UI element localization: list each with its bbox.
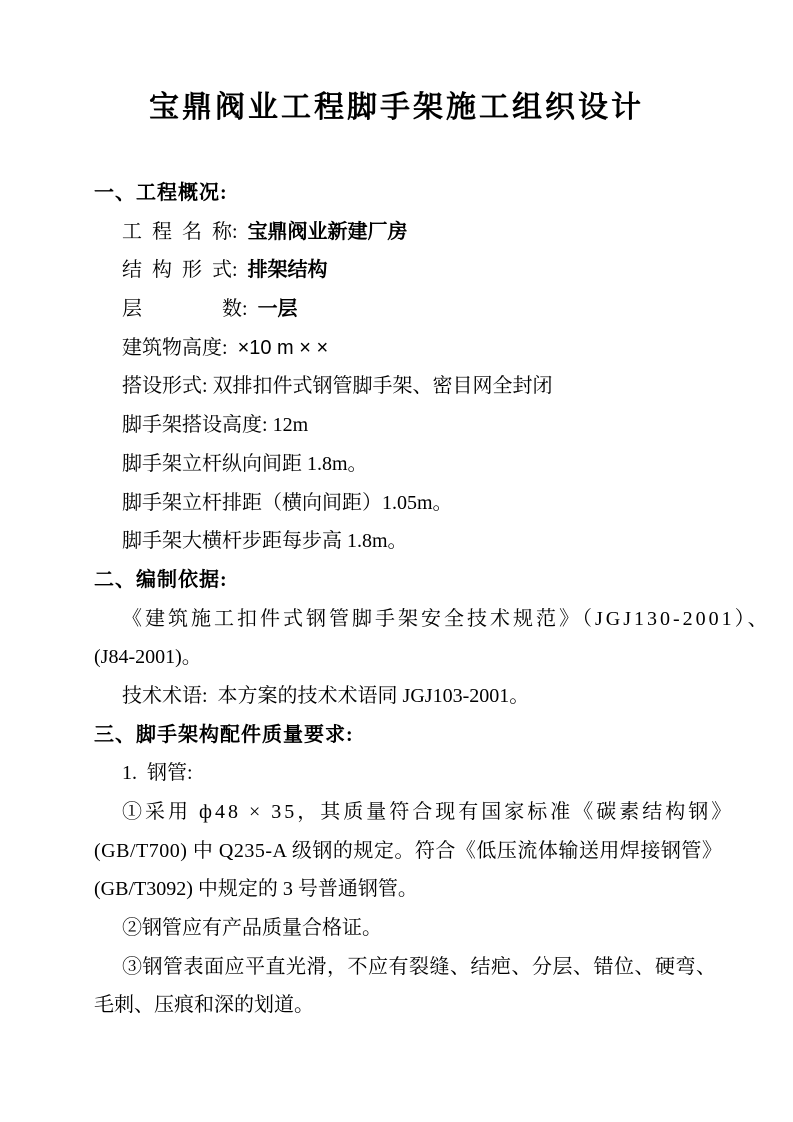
line-pipe-spec-1 — [94, 793, 735, 832]
line-technical-terms-text: 技术术语: 本方案的技术术语同 JGJ103-2001。 — [122, 684, 530, 707]
field-erection-form-text: 双排扣件式钢管脚手架、密目网全封闭 — [212, 375, 553, 398]
line-ledger-step-height — [94, 522, 710, 561]
line-standard-jgj130-text: 《建筑施工扣件式钢管脚手架安全技术规范》（JGJ130-2001）、 — [122, 607, 771, 630]
field-structure-type-text: 结 构 形 式: — [122, 259, 248, 282]
line-standard-jgj130 — [94, 600, 771, 639]
heading-section-1 — [94, 174, 710, 213]
field-structure-type-text: 排架结构 — [247, 259, 328, 282]
heading-section-1-text: 一、工程概况: — [94, 182, 228, 204]
line-pipe-surface-1 — [94, 948, 717, 987]
line-pipe-spec-3-text: (GB/T3092) 中规定的 3 号普通钢管。 — [94, 878, 418, 901]
field-erection-form — [94, 367, 710, 406]
line-pipe-spec-2-text: (GB/T700) 中 Q235-A 级钢的规定。符合《低压流体输送用焊接钢管》 — [94, 839, 723, 862]
line-pipe-certificate — [94, 909, 710, 948]
document-title: 宝鼎阀业工程脚手架施工组织设计 — [149, 91, 644, 124]
heading-section-3-text: 三、脚手架构配件质量要求: — [94, 723, 354, 746]
line-pipe-spec-2 — [94, 832, 723, 871]
line-pipe-spec-1-text: ①采用 ф48 × 35，其质量符合现有国家标准《碳素结构钢》 — [122, 801, 735, 823]
heading-section-2 — [94, 561, 710, 600]
line-item-1-steel-pipe — [94, 754, 710, 793]
line-pipe-certificate-text: ②钢管应有产品质量合格证。 — [122, 917, 382, 940]
line-pole-longitudinal-spacing — [94, 445, 710, 484]
line-pipe-spec-3 — [94, 870, 710, 909]
field-building-height — [94, 329, 710, 368]
line-pipe-surface-1-text: ③钢管表面应平直光滑，不应有裂缝、结疤、分层、错位、硬弯、 — [122, 955, 717, 978]
heading-section-3 — [94, 716, 710, 755]
line-standard-j84 — [94, 638, 710, 677]
line-technical-terms — [94, 677, 710, 716]
line-pole-row-spacing-text: 脚手架立杆排距（横向间距）1.05m。 — [122, 491, 453, 514]
line-pipe-surface-2-text: 毛刺、压痕和深的划道。 — [94, 994, 314, 1017]
field-project-name-text: 工 程 名 称: — [122, 220, 248, 243]
field-scaffold-height — [94, 406, 710, 445]
field-structure-type — [94, 251, 710, 290]
field-floor-count-text: 层 数: — [122, 298, 258, 321]
field-scaffold-height-text: 12m — [272, 414, 309, 437]
line-pole-row-spacing — [94, 484, 710, 523]
field-erection-form-text: 搭设形式: — [122, 375, 213, 398]
field-project-name — [94, 213, 710, 252]
field-scaffold-height-text: 脚手架搭设高度: — [122, 414, 273, 437]
document-lines — [94, 174, 771, 1025]
line-pipe-surface-2 — [94, 986, 710, 1025]
heading-section-2-text: 二、编制依据: — [94, 568, 228, 591]
field-floor-count — [94, 290, 710, 329]
field-building-height-text: ×10 m × × — [237, 336, 329, 359]
field-floor-count-text: 一层 — [257, 298, 298, 321]
line-pole-longitudinal-spacing-text: 脚手架立杆纵向间距 1.8m。 — [122, 452, 368, 475]
line-item-1-steel-pipe-text: 1. 钢管: — [122, 762, 193, 785]
line-standard-j84-text: (J84-2001)。 — [94, 646, 202, 669]
line-ledger-step-height-text: 脚手架大横杆步距每步高 1.8m。 — [122, 530, 408, 553]
field-project-name-text: 宝鼎阀业新建厂房 — [247, 220, 408, 243]
field-building-height-text: 建筑物高度: — [122, 336, 238, 359]
